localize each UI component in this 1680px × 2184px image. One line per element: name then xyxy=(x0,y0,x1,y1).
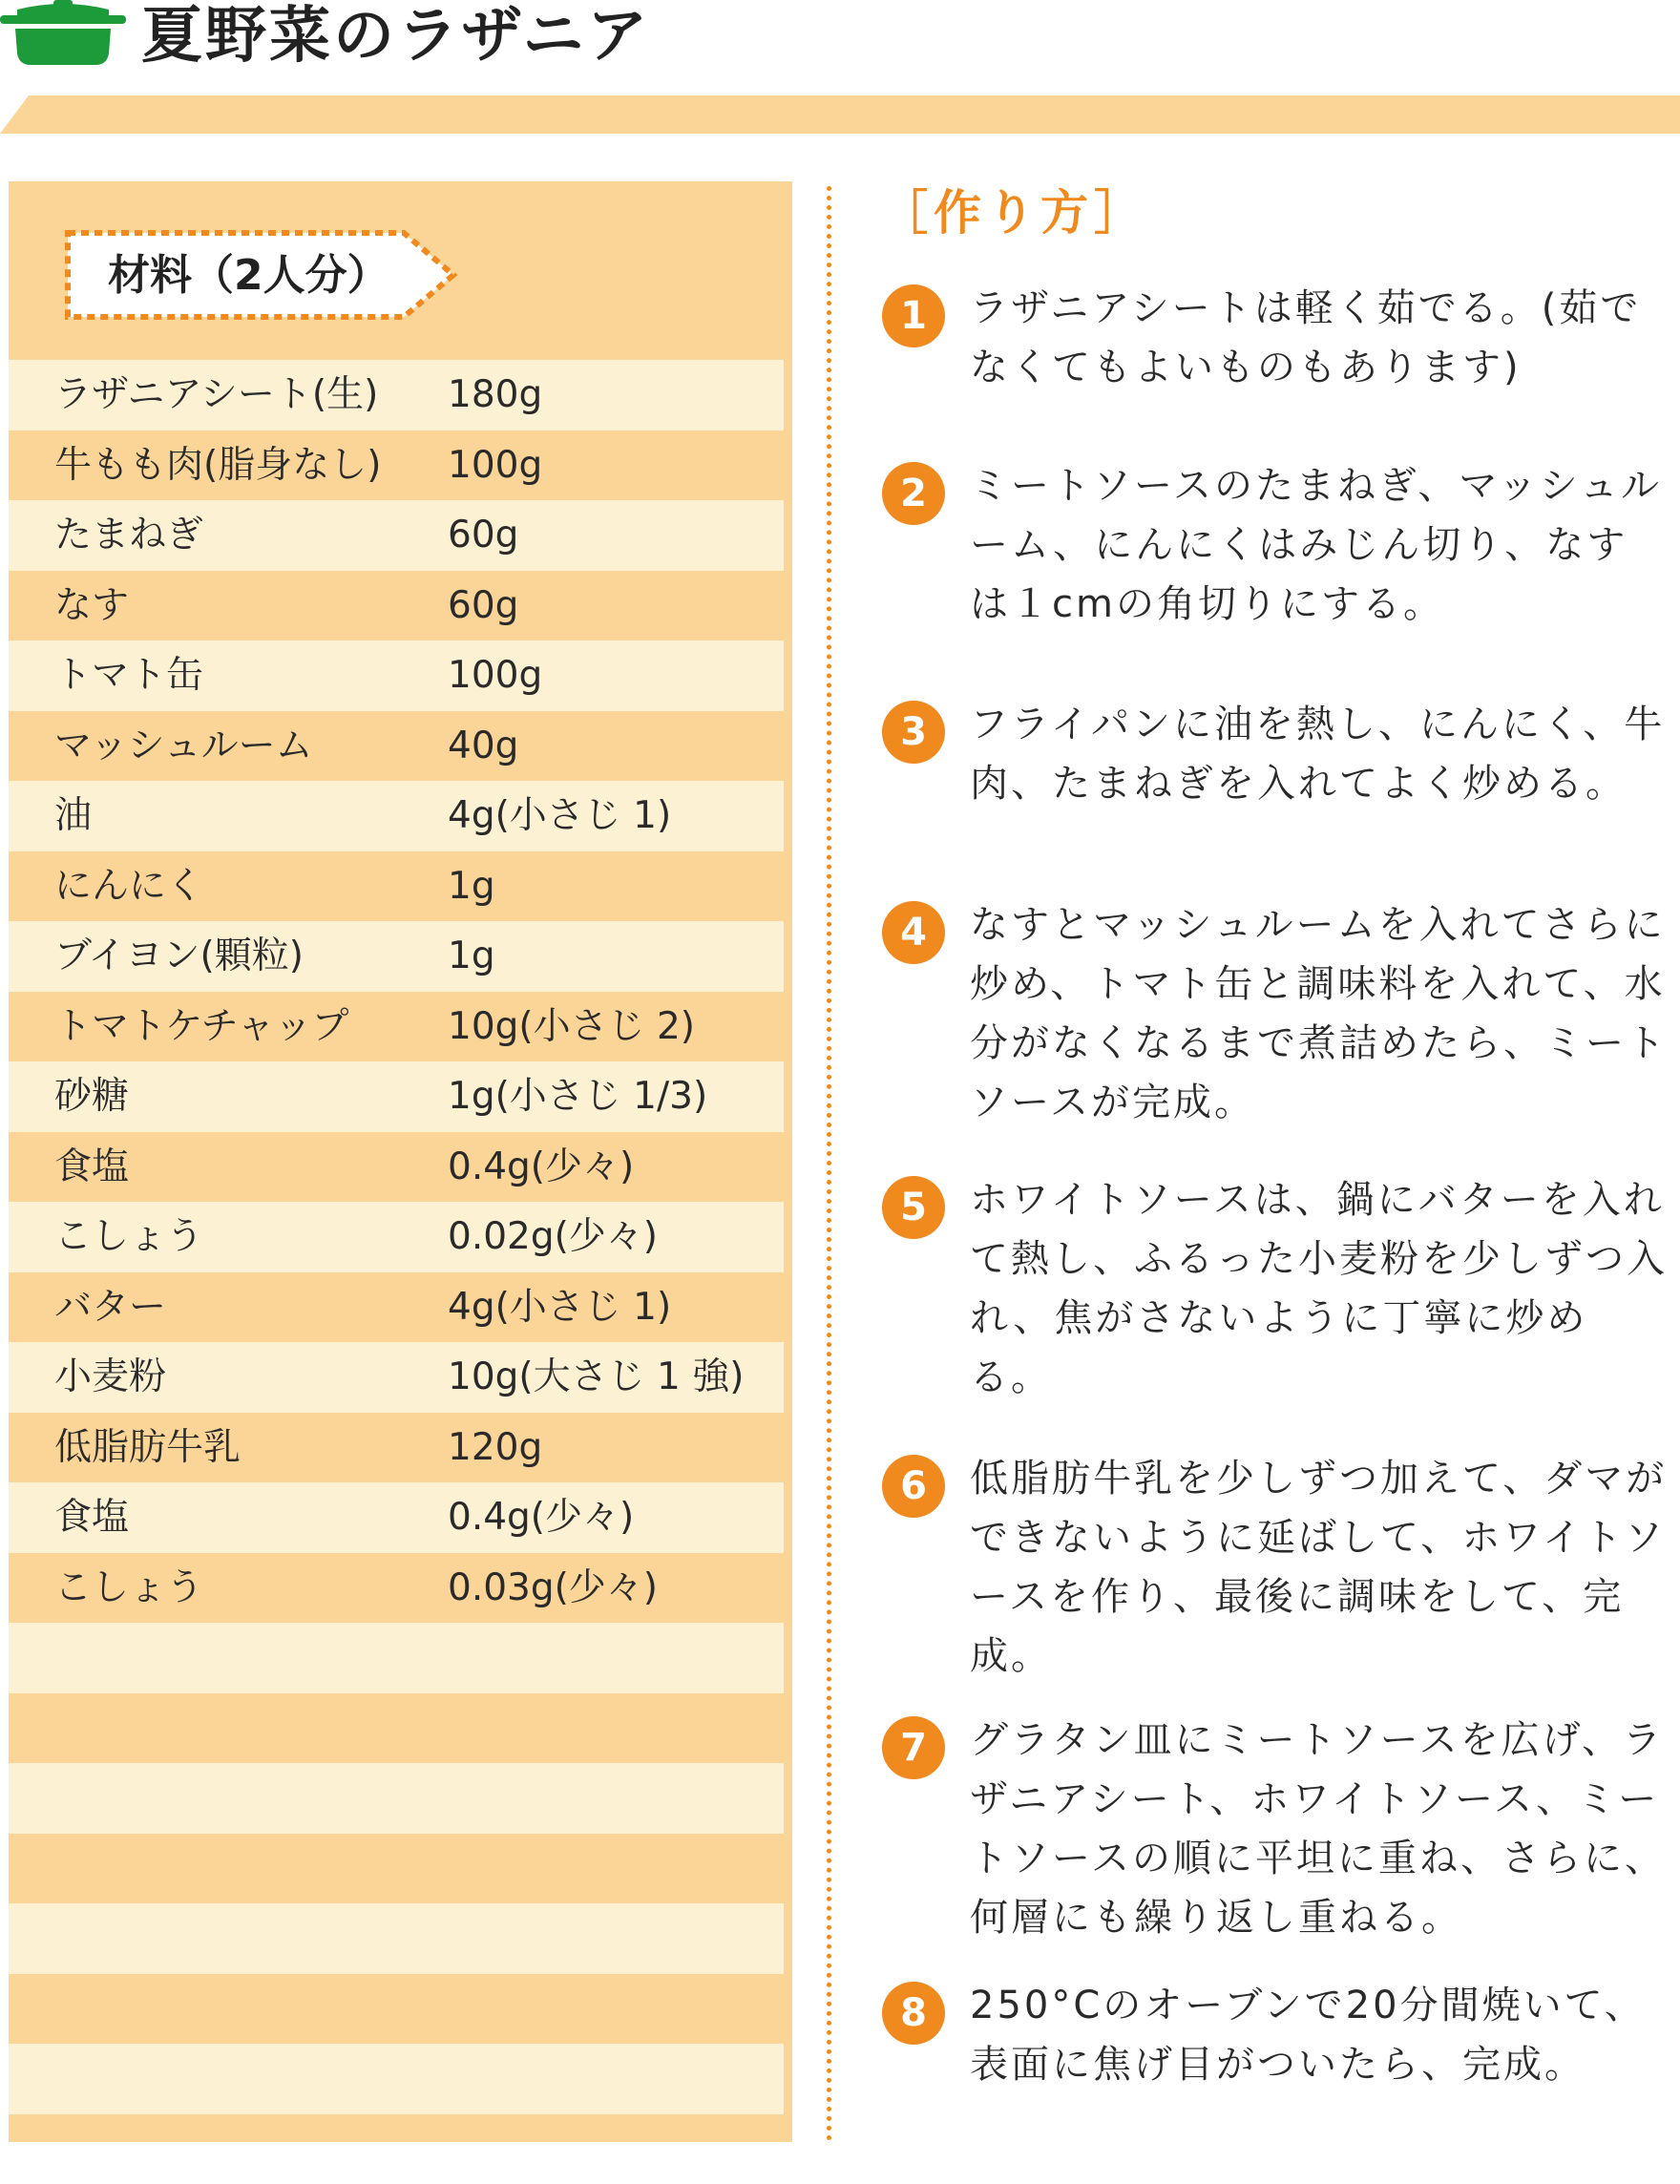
ingredient-name: 小麦粉 xyxy=(54,1342,166,1413)
ingredient-name: こしょう xyxy=(54,1202,203,1272)
ingredient-name: なす xyxy=(54,571,129,641)
ingredient-row xyxy=(9,500,784,571)
ingredient-row xyxy=(9,1693,784,1764)
ingredient-row xyxy=(9,430,784,501)
ingredient-amount: 0.02g(少々) xyxy=(448,1202,658,1272)
ingredient-amount: 10g(小さじ 2) xyxy=(448,992,695,1062)
step-text: グラタン皿にミートソースを広げ、ラザニアシート、ホワイトソース、ミートソースの順に平坦に重ね、さらに、何層にも繰り返し重ねる。 xyxy=(970,1711,1669,1947)
ingredient-row xyxy=(9,1061,784,1132)
ingredient-amount: 10g(大さじ 1 強) xyxy=(448,1342,744,1413)
ingredient-amount: 60g xyxy=(448,500,518,571)
ingredient-row xyxy=(9,1974,784,2045)
column-divider xyxy=(827,186,831,2142)
step-number-badge: 8 xyxy=(882,1982,945,2045)
ingredient-amount: 100g xyxy=(448,430,542,501)
ingredient-row xyxy=(9,360,784,430)
ingredient-row xyxy=(9,2114,784,2184)
pot-icon xyxy=(0,0,126,69)
step-number-badge: 7 xyxy=(882,1716,945,1779)
ingredient-row xyxy=(9,851,784,922)
ingredient-row xyxy=(9,1272,784,1343)
step-text: ラザニアシートは軽く茹でる。(茹でなくてもよいものもあります) xyxy=(970,279,1669,397)
ingredient-amount: 60g xyxy=(448,571,518,641)
step-number-badge: 4 xyxy=(882,901,945,964)
method-heading: ［作り方］ xyxy=(880,179,1147,246)
ingredient-name: ブイヨン(顆粒) xyxy=(54,921,304,992)
step-text: フライパンに油を熱し、にんにく、牛肉、たまねぎを入れてよく炒める。 xyxy=(970,695,1669,813)
ingredient-row xyxy=(9,921,784,992)
ingredient-name: 牛もも肉(脂身なし) xyxy=(54,430,381,501)
ingredient-name: マッシュルーム xyxy=(54,711,313,782)
ingredient-amount: 1g xyxy=(448,851,495,922)
ingredient-name: 砂糖 xyxy=(54,1061,129,1132)
ingredient-row xyxy=(9,1903,784,1974)
ingredient-row xyxy=(9,711,784,782)
ingredient-name: にんにく xyxy=(54,851,203,922)
ingredients-heading: 材料（2人分） xyxy=(108,242,389,309)
step-number-badge: 1 xyxy=(882,284,945,347)
step-number-badge: 6 xyxy=(882,1455,945,1518)
ingredient-row xyxy=(9,2044,784,2114)
ingredient-row xyxy=(9,1553,784,1624)
ingredient-amount: 40g xyxy=(448,711,518,782)
ingredient-amount: 180g xyxy=(448,360,542,430)
title-stripe xyxy=(0,95,1680,134)
ingredients-panel xyxy=(9,181,792,2142)
ingredient-row xyxy=(9,1132,784,1203)
ingredient-row xyxy=(9,1342,784,1413)
ingredient-name: 低脂肪牛乳 xyxy=(54,1413,241,1483)
ingredient-amount: 0.4g(少々) xyxy=(448,1482,634,1553)
ingredient-row xyxy=(9,1763,784,1834)
step-text: 250°Cのオーブンで20分間焼いて、表面に焦げ目がついたら、完成。 xyxy=(970,1976,1669,2094)
ingredients-table xyxy=(9,360,784,2184)
ingredient-name: トマト缶 xyxy=(54,640,203,711)
step-number-badge: 5 xyxy=(882,1176,945,1239)
page-title: 夏野菜のラザニア xyxy=(141,0,650,76)
ingredient-amount: 1g xyxy=(448,921,495,992)
ingredient-row xyxy=(9,571,784,641)
step-text: なすとマッシュルームを入れてさらに炒め、トマト缶と調味料を入れて、水分がなくなるまで煮詰めたら、ミートソースが完成。 xyxy=(970,895,1669,1132)
ingredient-amount: 4g(小さじ 1) xyxy=(448,1272,671,1343)
ingredient-amount: 0.03g(少々) xyxy=(448,1553,658,1624)
ingredient-name: たまねぎ xyxy=(54,500,203,571)
ingredient-row xyxy=(9,1413,784,1483)
ingredient-row xyxy=(9,1623,784,1693)
ingredient-name: トマトケチャップ xyxy=(54,992,349,1062)
ingredient-row xyxy=(9,781,784,851)
ingredient-name: 食塩 xyxy=(54,1132,129,1203)
ingredient-row xyxy=(9,1482,784,1553)
ingredient-row xyxy=(9,640,784,711)
ingredient-row xyxy=(9,1202,784,1272)
step-number-badge: 3 xyxy=(882,701,945,764)
ingredient-amount: 1g(小さじ 1/3) xyxy=(448,1061,707,1132)
step-text: ホワイトソースは、鍋にバターを入れて熱し、ふるった小麦粉を少しずつ入れ、焦がさないように丁寧に炒める。 xyxy=(970,1170,1669,1407)
ingredient-amount: 120g xyxy=(448,1413,542,1483)
step-number-badge: 2 xyxy=(882,462,945,525)
ingredient-row xyxy=(9,1834,784,1904)
step-text: ミートソースのたまねぎ、マッシュルーム、にんにくはみじん切り、なすは１cmの角切りにする。 xyxy=(970,456,1669,634)
ingredient-name: ラザニアシート(生) xyxy=(54,360,378,430)
step-text: 低脂肪牛乳を少しずつ加えて、ダマができないように延ばして、ホワイトソースを作り、最後に調味をして、完成。 xyxy=(970,1449,1669,1686)
ingredient-name: 油 xyxy=(54,781,92,851)
ingredient-name: こしょう xyxy=(54,1553,203,1624)
ingredient-amount: 0.4g(少々) xyxy=(448,1132,634,1203)
ingredient-amount: 100g xyxy=(448,640,542,711)
ingredient-amount: 4g(小さじ 1) xyxy=(448,781,671,851)
ingredient-row xyxy=(9,992,784,1062)
ingredient-name: 食塩 xyxy=(54,1482,129,1553)
ingredient-name: バター xyxy=(54,1272,166,1343)
